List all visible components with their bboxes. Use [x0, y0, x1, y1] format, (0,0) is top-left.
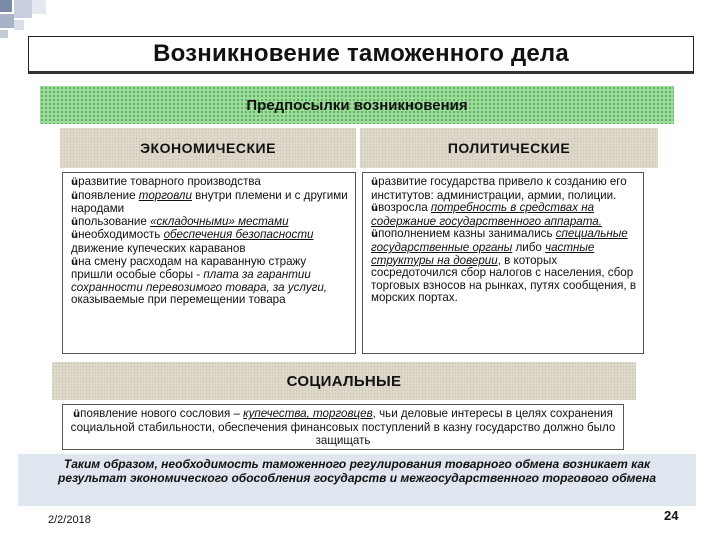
decor-square: [0, 0, 12, 12]
economic-item: üпоявление торговли внутри племени и с другими народами: [71, 188, 348, 216]
slide-title: Возникновение таможенного дела: [153, 40, 569, 67]
check-icon: ü: [371, 203, 379, 215]
check-icon: ü: [73, 409, 81, 420]
decor-square: [0, 14, 14, 28]
check-icon: ü: [71, 216, 79, 228]
economic-item: üна смену расходам на караванную стражу пришли особые сборы - плата за гарантии сохранности перевозимого товара, за услуги, оказываемые при перемещении товара: [71, 254, 328, 307]
page-number: 24: [664, 508, 679, 523]
social-heading: СОЦИАЛЬНЫЕ: [52, 362, 636, 400]
check-icon: ü: [71, 230, 79, 242]
social-box: üпоявление нового сословия – купечества, торговцев, чьи деловые интересы в целях сохранения социальной стабильности, обеспечения финансовых поступлений в казну государство должно было защищать: [62, 404, 624, 450]
check-icon: ü: [71, 190, 79, 202]
economic-heading: ЭКОНОМИЧЕСКИЕ: [60, 128, 356, 168]
economic-column: [62, 172, 356, 354]
check-icon: ü: [71, 177, 79, 188]
political-item: üразвитие государства привело к созданию его институтов: администрации, армии, полиции.: [371, 175, 627, 202]
check-icon: ü: [371, 229, 379, 241]
conclusion-box: Таким образом, необходимость таможенного регулирования товарного обмена возникает как результат экономического обособления государств и межгосударственного торгового обмена: [18, 454, 696, 506]
economic-item: üпользование «складочными» местами: [71, 214, 289, 228]
check-icon: ü: [371, 177, 379, 188]
political-heading: ПОЛИТИЧЕСКИЕ: [360, 128, 658, 168]
prerequisites-banner: [40, 86, 674, 124]
footer-date: 2/2/2018: [48, 514, 91, 526]
political-item: üвозросла потребность в средствах на содержание государственного аппарата.: [371, 201, 602, 228]
economic-item: üразвитие товарного производства: [71, 175, 261, 188]
check-icon: ü: [71, 256, 79, 268]
decor-square: [14, 0, 32, 18]
decor-square: [14, 20, 24, 30]
title-box: [28, 36, 694, 74]
political-column: [362, 172, 644, 354]
economic-item: üнеобходимость обеспечения безопасности движение купеческих караванов: [71, 228, 314, 255]
banner-label: Предпосылки возникновения: [246, 96, 468, 114]
decor-square: [0, 30, 8, 38]
decor-square: [32, 0, 46, 14]
political-item: üпополнением казны занимались специальные государственные органы либо частные структуры на доверии, в которых сосредоточился сбор налогов с населения, сбор торговых взносов на рынках, путях сообщения, в морских портах.: [371, 227, 636, 305]
